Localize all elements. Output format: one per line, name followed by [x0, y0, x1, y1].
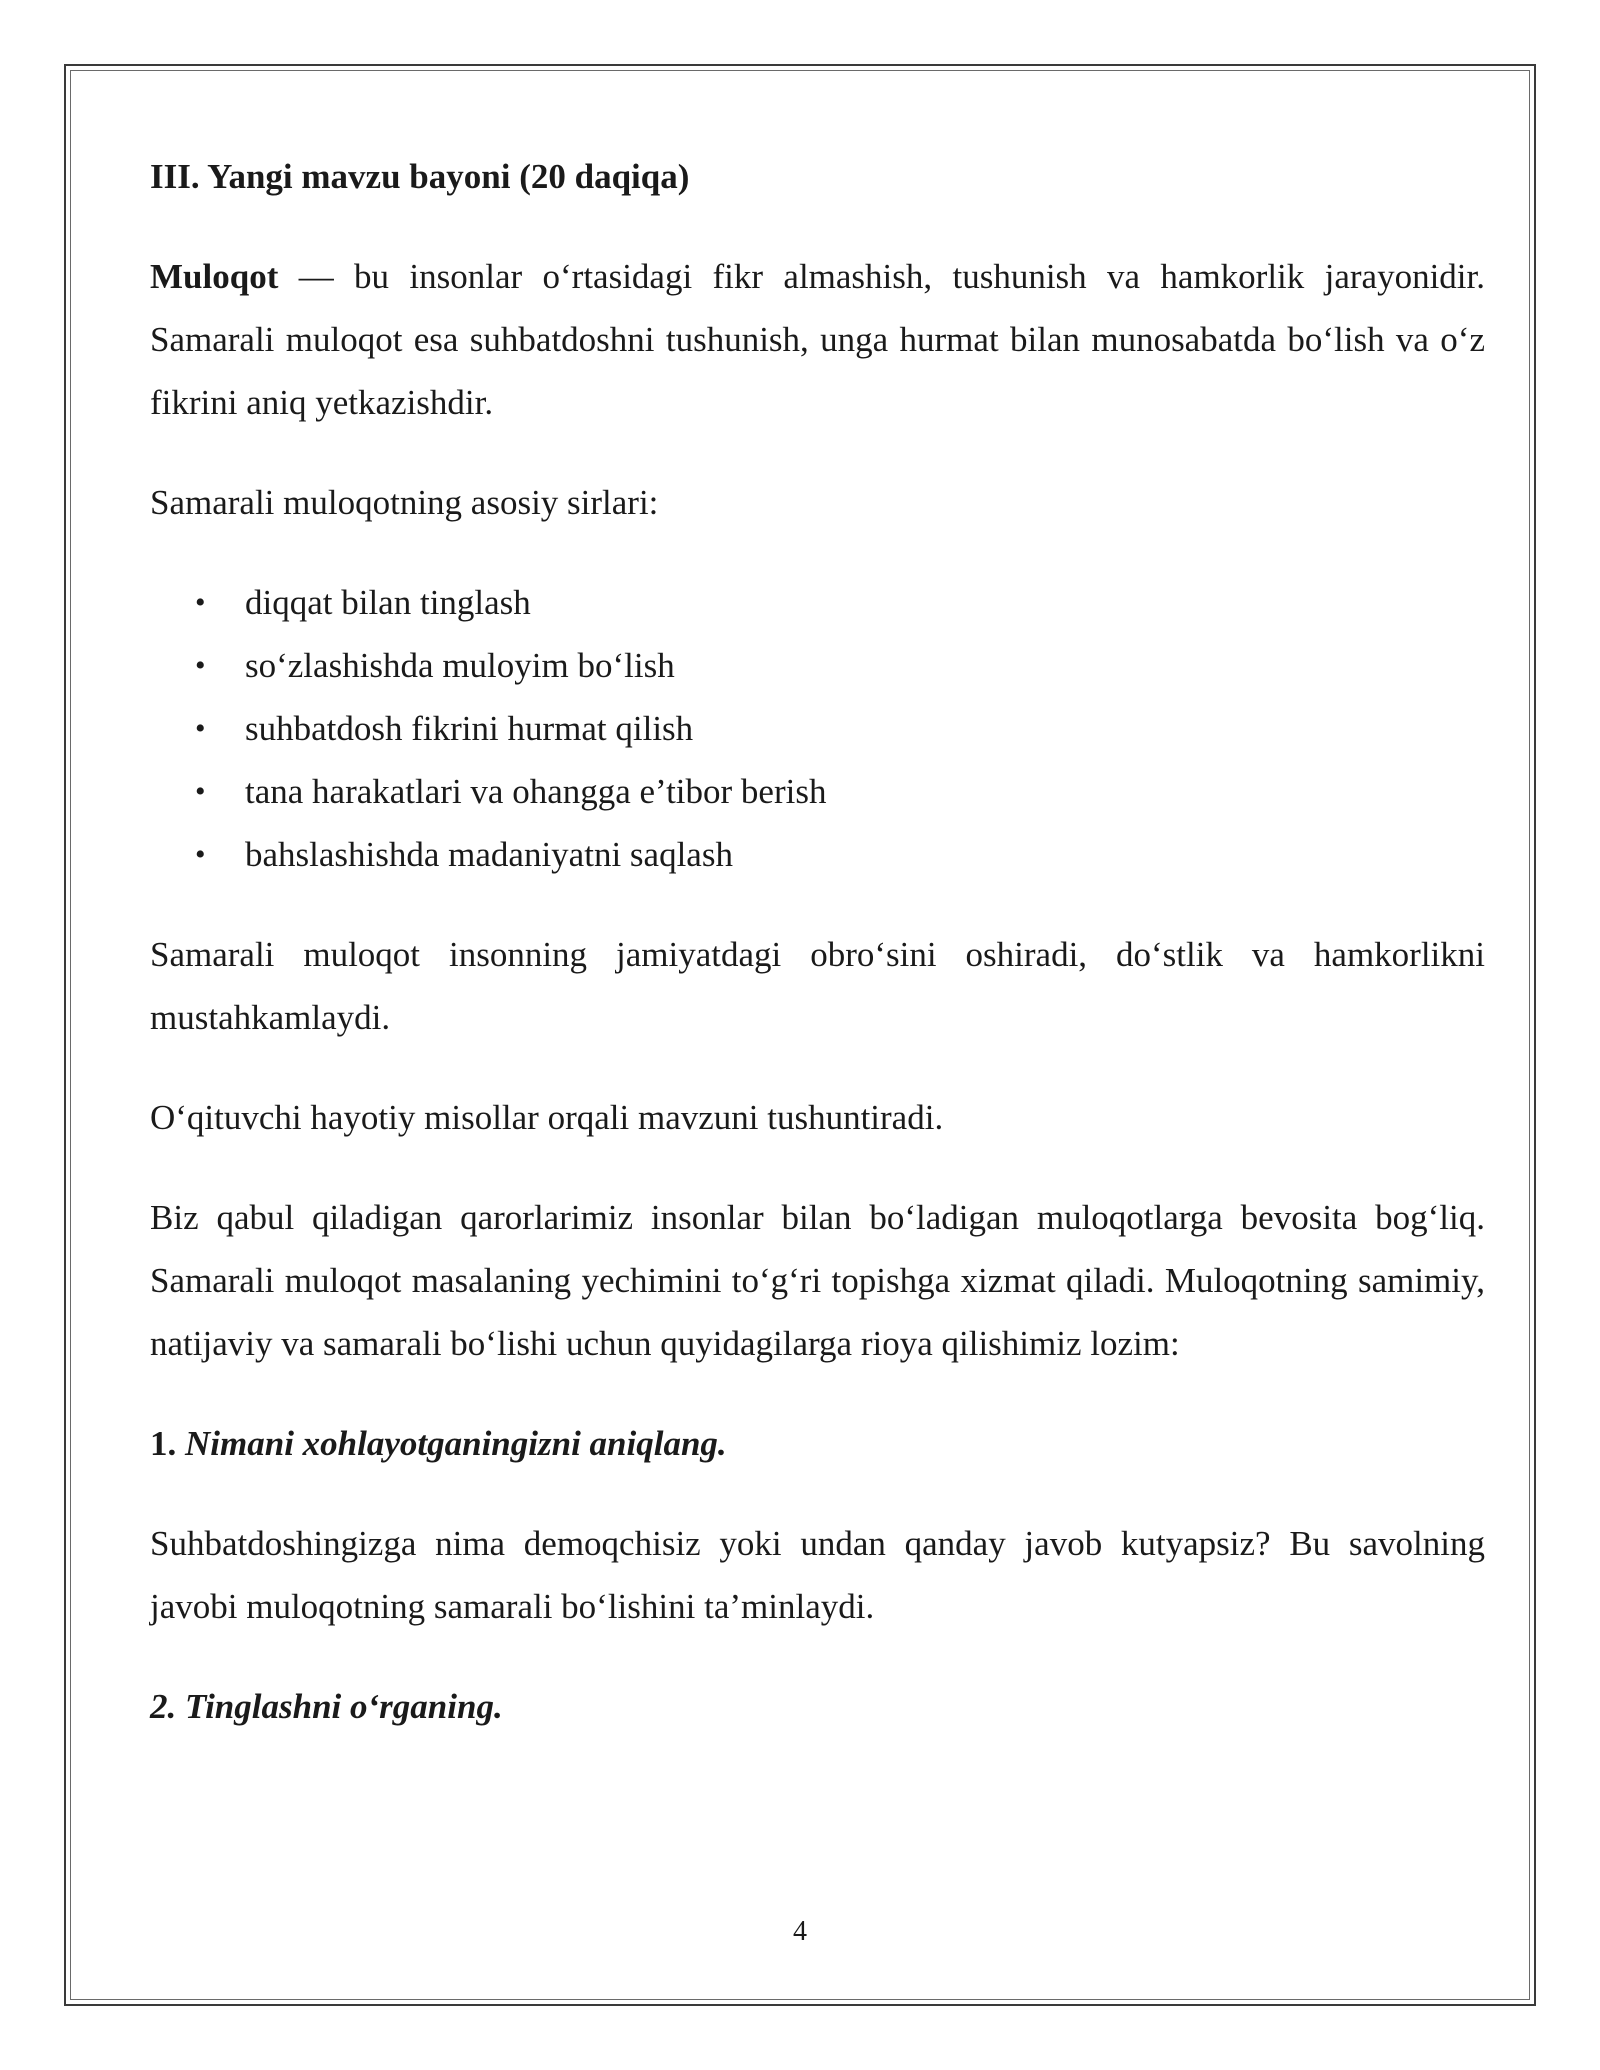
rule-1-title: Nimani xohlayotganingizni aniqlang. [185, 1424, 727, 1463]
rule-1-paragraph: Suhbatdoshingizga nima demoqchisiz yoki undan qanday javob kutyapsiz? Bu savolning javobi muloqotning samarali bo‘lishini ta’minlaydi. [150, 1524, 1485, 1626]
list-item-text: diqqat bilan tinglash [245, 583, 531, 622]
list-item-text: tana harakatlari va ohangga e’tibor berish [245, 772, 827, 811]
list-item [150, 760, 1485, 823]
bullet-icon: • [195, 838, 206, 871]
list-item [150, 571, 1485, 634]
list-item-text: suhbatdosh fikrini hurmat qilish [245, 709, 694, 748]
list-item [150, 697, 1485, 760]
list-item-text: bahslashishda madaniyatni saqlash [245, 835, 733, 874]
page-number: 4 [793, 1916, 807, 1947]
definition-paragraph [150, 245, 1485, 434]
list-item [150, 634, 1485, 697]
definition-text: — bu insonlar o‘rtasidagi fikr almashish, tushunish va hamkorlik jarayonidir. Samarali muloqot esa suhbatdoshni tushunish, unga hurmat bilan munosabatda bo‘lish va o‘z fikrini aniq yetkazishdir. [150, 257, 1485, 422]
decisions-paragraph: Biz qabul qiladigan qarorlarimiz insonlar bilan bo‘ladigan muloqotlarga bevosita bog‘liq. Samarali muloqot masalaning yechimini to‘g‘ri topishga xizmat qiladi. Muloqotning samimiy, natijaviy va samarali bo‘lishi uchun quyidagilarga rioya qilishimiz lozim: [150, 1198, 1485, 1363]
list-item [150, 823, 1485, 886]
rule-2-heading: 2. Tinglashni o‘rganing. [150, 1687, 503, 1726]
bullet-icon: • [195, 586, 206, 619]
teacher-paragraph: O‘qituvchi hayotiy misollar orqali mavzuni tushuntiradi. [150, 1098, 944, 1137]
list-item-text: so‘zlashishda muloyim bo‘lish [245, 646, 675, 685]
secrets-list [150, 571, 1485, 886]
bullet-icon: • [195, 649, 206, 682]
secrets-intro: Samarali muloqotning asosiy sirlari: [150, 483, 659, 522]
bullet-icon: • [195, 775, 206, 808]
definition-term: Muloqot [150, 257, 279, 296]
rule-1-number: 1. [150, 1424, 185, 1463]
section-heading: III. Yangi mavzu bayoni (20 daqiqa) [150, 157, 690, 196]
bullet-icon: • [195, 712, 206, 745]
rule-1-heading [150, 1412, 1485, 1475]
reputation-paragraph: Samarali muloqot insonning jamiyatdagi obro‘sini oshiradi, do‘stlik va hamkorlikni mustahkamlaydi. [150, 935, 1485, 1037]
page-content [150, 145, 1485, 1775]
